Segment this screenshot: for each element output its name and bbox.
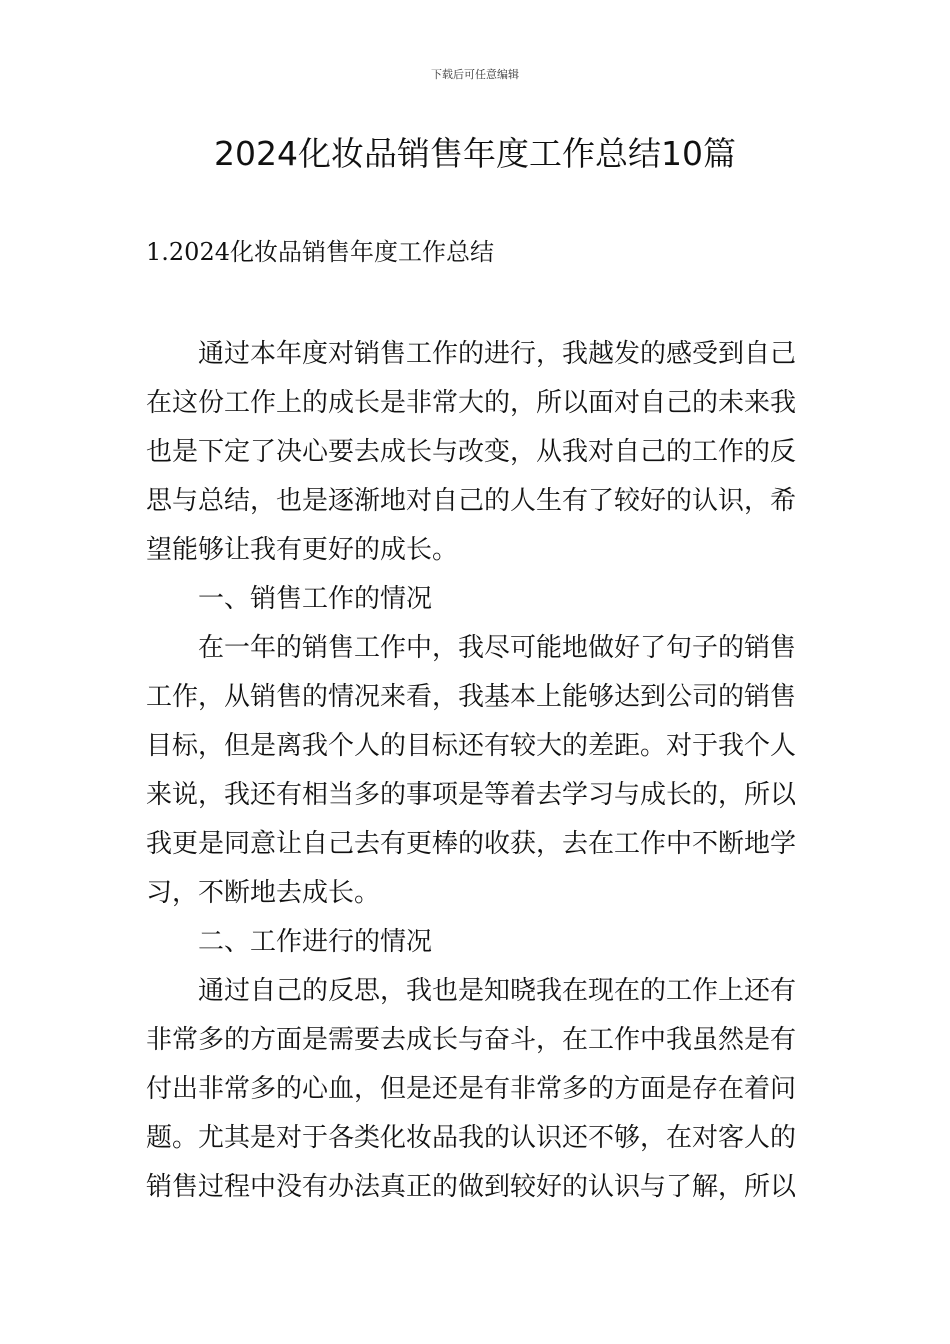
header-note: 下载后可任意编辑 (431, 68, 519, 81)
paragraph-sales-situation: 在一年的销售工作中，我尽可能地做好了句子的销售工作，从销售的情况来看，我基本上能够达到公司的销售目标，但是离我个人的目标还有较大的差距。对于我个人来说，我还有相当多的事项是等着去学习与成长的，所以我更是同意让自己去有更棒的收获，去在工作中不断地学习，不断地去成长。 (146, 633, 797, 908)
subheading-sales-situation: 一、销售工作的情况 (198, 584, 433, 614)
paragraph-work-progress: 通过自己的反思，我也是知晓我在现在的工作上还有非常多的方面是需要去成长与奋斗，在工作中我虽然是有付出非常多的心血，但是还是有非常多的方面是存在着问题。尤其是对于各类化妆品我的认识还不够，在对客人的销售过程中没有办法真正的做到较好的认识与了解，所以 (146, 976, 797, 1202)
document-title: 2024化妆品销售年度工作总结10篇 (214, 134, 736, 173)
document-body (146, 330, 806, 1212)
section-heading: 1.2024化妆品销售年度工作总结 (146, 238, 494, 266)
subheading-work-progress: 二、工作进行的情况 (198, 927, 433, 957)
paragraph-intro: 通过本年度对销售工作的进行，我越发的感受到自己在这份工作上的成长是非常大的，所以面对自己的未来我也是下定了决心要去成长与改变，从我对自己的工作的反思与总结，也是逐渐地对自己的人生有了较好的认识，希望能够让我有更好的成长。 (146, 339, 797, 565)
